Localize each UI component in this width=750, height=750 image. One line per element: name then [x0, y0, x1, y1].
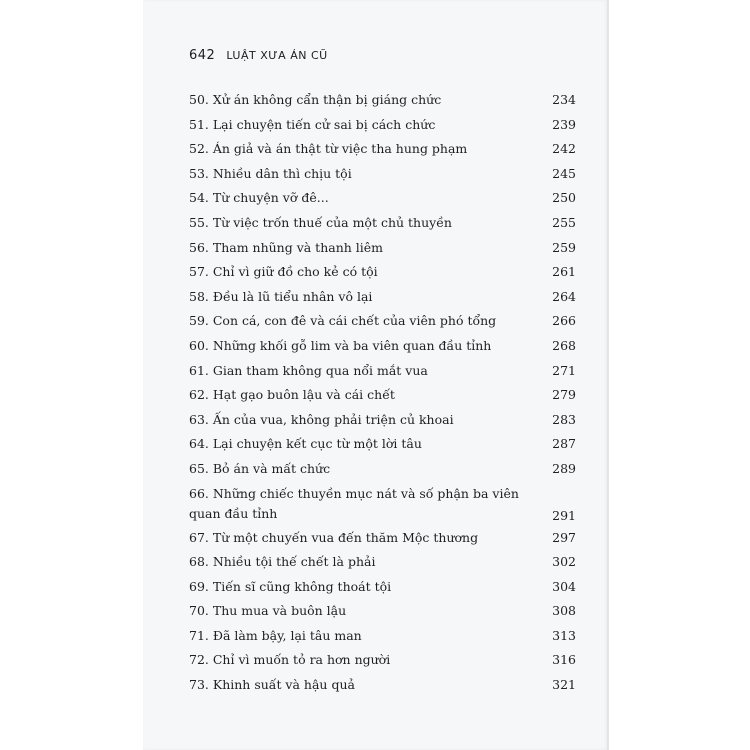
- toc-entry: [189, 334, 576, 359]
- toc-entry-title: 59. Con cá, con đê và cái chết của viên phó tổng: [189, 313, 497, 329]
- toc-entry-page: 316: [552, 652, 576, 668]
- toc-entry-title: 54. Từ chuyện vỡ đê...: [189, 190, 329, 206]
- toc-entry-title: 63. Ấn của vua, không phải triện củ khoai: [189, 411, 454, 427]
- toc-entry-page: 259: [552, 239, 576, 255]
- toc-entry-page: 250: [552, 190, 576, 206]
- toc-entry-title: 64. Lại chuyện kết cục từ một lời tâu: [189, 436, 422, 452]
- toc-entry-title: 66. Những chiếc thuyền mục nát và số phận ba viên quan đầu tỉnh: [189, 485, 519, 521]
- toc-entry-title: 57. Chỉ vì giữ đồ cho kẻ có tội: [189, 264, 378, 280]
- toc-entry-title: 53. Nhiều dân thì chịu tội: [189, 165, 352, 181]
- toc-entry: [189, 648, 576, 673]
- toc-entry: [189, 359, 576, 384]
- toc-entry-title: 73. Khinh suất và hậu quả: [189, 677, 355, 693]
- toc-entry-page: 239: [552, 116, 576, 132]
- toc-entry-title: 62. Hạt gạo buôn lậu và cái chết: [189, 387, 395, 403]
- table-of-contents: [189, 88, 576, 698]
- running-head: [189, 48, 328, 68]
- toc-entry-page: 264: [552, 288, 576, 304]
- toc-entry-page: 271: [552, 362, 576, 378]
- toc-entry: [189, 88, 576, 113]
- toc-entry: [189, 162, 576, 187]
- toc-entry-page: 308: [552, 603, 576, 619]
- toc-entry-title: 71. Đã làm bậy, lại tâu man: [189, 627, 362, 643]
- toc-entry-page: 279: [552, 387, 576, 403]
- book-title: LUẬT XƯA ÁN CŨ: [226, 49, 328, 62]
- toc-entry: [189, 309, 576, 334]
- toc-entry-title: 51. Lại chuyện tiến cử sai bị cách chức: [189, 116, 436, 132]
- toc-entry-page: 242: [552, 141, 576, 157]
- toc-entry: [189, 550, 576, 575]
- toc-entry: [189, 236, 576, 261]
- toc-entry: [189, 211, 576, 236]
- page-edge: [607, 0, 609, 750]
- toc-entry-title: 67. Từ một chuyến vua đến thăm Mộc thương: [189, 529, 479, 545]
- toc-entry-page: 261: [552, 264, 576, 280]
- toc-entry-page: 245: [552, 165, 576, 181]
- toc-entry-title: 55. Từ việc trốn thuế của một chủ thuyền: [189, 214, 452, 230]
- toc-entry-page: 289: [552, 460, 576, 476]
- toc-entry: [189, 624, 576, 649]
- toc-entry-title: 50. Xử án không cẩn thận bị giáng chức: [189, 92, 442, 107]
- toc-entry-title: 58. Đều là lũ tiểu nhân vô lại: [189, 288, 373, 304]
- toc-entry-page: 287: [552, 436, 576, 452]
- toc-entry: [189, 575, 576, 600]
- toc-entry-title: 60. Những khối gỗ lim và ba viên quan đầu tỉnh: [189, 337, 492, 353]
- toc-entry: [189, 457, 576, 482]
- toc-entry: [189, 482, 576, 526]
- page-number: 642: [189, 48, 216, 63]
- toc-entry-title: 52. Án giả và án thật từ việc tha hung phạm: [189, 141, 468, 157]
- toc-entry-page: 291: [552, 507, 576, 523]
- toc-entry-page: 304: [552, 578, 576, 594]
- toc-entry-title: 65. Bỏ án và mất chức: [189, 460, 331, 476]
- toc-entry: [189, 137, 576, 162]
- toc-entry: [189, 599, 576, 624]
- toc-entry-page: 321: [552, 677, 576, 693]
- toc-entry-title: 56. Tham nhũng và thanh liêm: [189, 239, 384, 255]
- toc-entry-page: 268: [552, 337, 576, 353]
- toc-entry: [189, 186, 576, 211]
- toc-entry-title: 69. Tiến sĩ cũng không thoát tội: [189, 578, 392, 594]
- toc-entry-title: 61. Gian tham không qua nổi mắt vua: [189, 362, 428, 378]
- toc-entry: [189, 526, 576, 551]
- toc-entry: [189, 260, 576, 285]
- toc-entry: [189, 408, 576, 433]
- toc-entry-title: 70. Thu mua và buôn lậu: [189, 603, 347, 619]
- toc-entry-page: 266: [552, 313, 576, 329]
- toc-entry: [189, 432, 576, 457]
- toc-entry-page: 302: [552, 554, 576, 570]
- toc-entry-page: 313: [552, 627, 576, 643]
- toc-entry-title: 68. Nhiều tội thế chết là phải: [189, 554, 376, 570]
- toc-entry: [189, 383, 576, 408]
- toc-entry: [189, 673, 576, 698]
- toc-entry: [189, 113, 576, 138]
- toc-entry-title: 72. Chỉ vì muốn tỏ ra hơn người: [189, 652, 391, 668]
- toc-entry: [189, 285, 576, 310]
- toc-entry-page: 234: [552, 92, 576, 107]
- toc-entry-page: 255: [552, 214, 576, 230]
- toc-entry-page: 297: [552, 529, 576, 545]
- toc-entry-page: 283: [552, 411, 576, 427]
